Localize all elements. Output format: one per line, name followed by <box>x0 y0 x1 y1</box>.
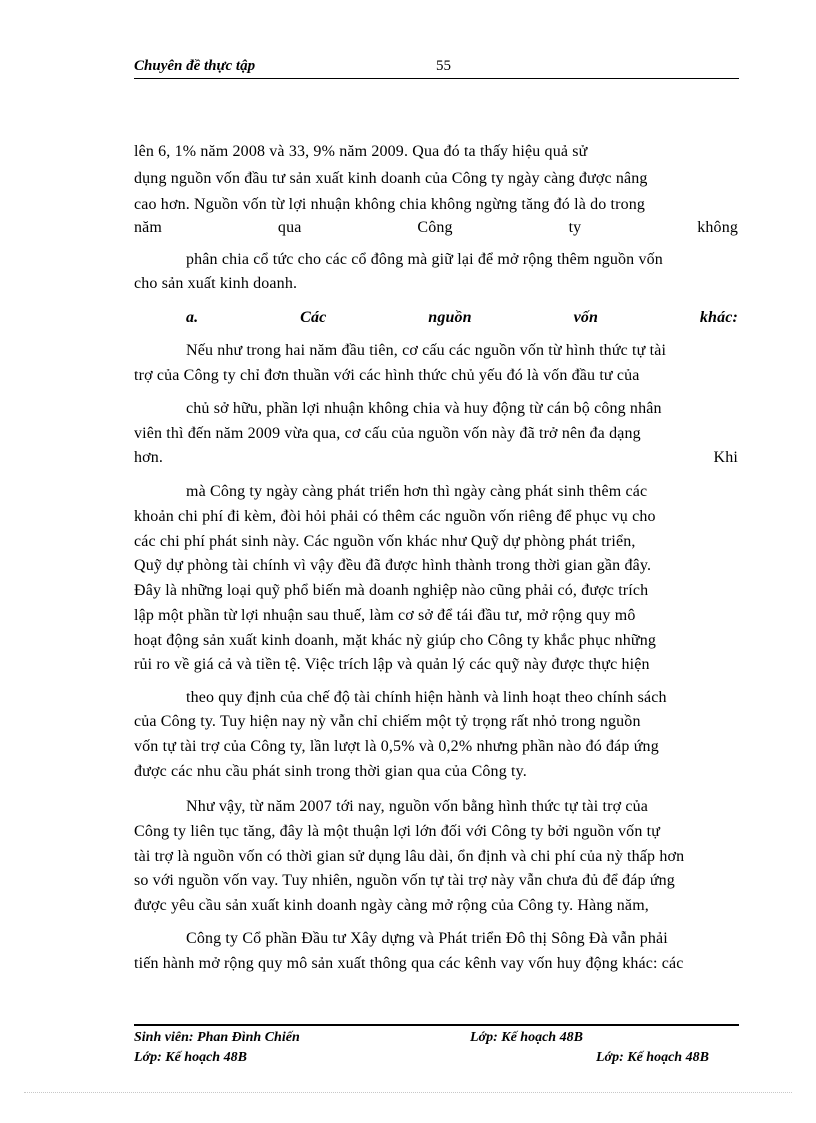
body-line: Như vậy, từ năm 2007 tới nay, nguồn vốn bằng hình thức tự tài trợ của <box>186 798 649 815</box>
body-line: năm qua Công ty không <box>134 219 738 236</box>
section-heading: a. Các nguồn vốn khác: <box>186 309 738 326</box>
body-line: viên thì đến năm 2009 vừa qua, cơ cấu của nguồn vốn này đã trở nên đa dạng <box>134 425 641 442</box>
body-line: theo quy định của chế độ tài chính hiện hành và linh hoạt theo chính sách <box>186 689 667 706</box>
footer-class-left: Lớp: Kế hoạch 48B <box>134 1050 247 1065</box>
body-line: được các nhu cầu phát sinh trong thời gian qua của Công ty. <box>134 763 527 780</box>
body-line: Quỹ dự phòng tài chính vì vậy đều đã được hình thành trong thời gian gần đây. <box>134 557 652 574</box>
body-line: được yêu cầu sản xuất kinh doanh ngày càng mở rộng của Công ty. Hàng năm, <box>134 897 649 914</box>
body-line: hoạt động sản xuất kinh doanh, mặt khác nỳ giúp cho Công ty khắc phục những <box>134 632 657 649</box>
footer-student: Sinh viên: Phan Đình Chiến <box>134 1030 300 1045</box>
body-line: rủi ro về giá cả và tiền tệ. Việc trích lập và quản lý các quỹ này được thực hiện <box>134 656 650 673</box>
body-line: so với nguồn vốn vay. Tuy nhiên, nguồn vốn tự tài trợ này vẫn chưa đủ để đáp ứng <box>134 872 675 889</box>
body-line: phân chia cổ tức cho các cổ đông mà giữ lại để mở rộng thêm nguồn vốn <box>186 251 663 268</box>
body-line: Nếu như trong hai năm đầu tiên, cơ cấu các nguồn vốn từ hình thức tự tài <box>186 342 667 359</box>
body-line: mà Công ty ngày càng phát triển hơn thì ngày càng phát sinh thêm các <box>186 483 648 500</box>
body-line: khoản chi phí đi kèm, đòi hỏi phải có thêm các nguồn vốn riêng để phục vụ cho <box>134 508 656 525</box>
body-line: lên 6, 1% năm 2008 và 33, 9% năm 2009. Qua đó ta thấy hiệu quả sử <box>134 143 588 160</box>
header-title: Chuyên đề thực tập <box>134 58 256 74</box>
body-line: của Công ty. Tuy hiện nay nỳ vẫn chỉ chiếm một tỷ trọng rất nhỏ trong nguồn <box>134 713 641 730</box>
footer-class: Lớp: Kế hoạch 48B <box>470 1030 583 1045</box>
body-line: các chi phí phát sinh này. Các nguồn vốn khác như Quỹ dự phòng phát triển, <box>134 533 636 550</box>
body-line: hơn. Khi <box>134 449 738 466</box>
footer-class-right: Lớp: Kế hoạch 48B <box>596 1050 709 1065</box>
footer-rule <box>134 1024 739 1026</box>
body-line: Đây là những loại quỹ phổ biến mà doanh nghiệp nào cũng phải có, được trích <box>134 582 649 599</box>
body-line: cao hơn. Nguồn vốn từ lợi nhuận không chia không ngừng tăng đó là do trong <box>134 196 646 213</box>
body-line: vốn tự tài trợ của Công ty, lần lượt là 0,5% và 0,2% nhưng phần nào đó đáp ứng <box>134 738 659 755</box>
body-line: chủ sở hữu, phần lợi nhuận không chia và huy động từ cán bộ công nhân <box>186 400 662 417</box>
body-line: lập một phần từ lợi nhuận sau thuế, làm cơ sở để tái đầu tư, mở rộng quy mô <box>134 607 636 624</box>
body-line: tiến hành mở rộng quy mô sản xuất thông qua các kênh vay vốn huy động khác: các <box>134 955 684 972</box>
header-rule <box>134 78 739 79</box>
body-line: trợ của Công ty chỉ đơn thuần với các hình thức chủ yếu đó là vốn đầu tư của <box>134 367 640 384</box>
body-line: Công ty Cổ phần Đầu tư Xây dựng và Phát triển Đô thị Sông Đà vẫn phải <box>186 930 668 947</box>
body-line: tài trợ là nguồn vốn có thời gian sử dụng lâu dài, ổn định và chi phí của nỳ thấp hơn <box>134 848 685 865</box>
body-line: dụng nguồn vốn đầu tư sản xuất kinh doanh của Công ty ngày càng được nâng <box>134 170 648 187</box>
body-line: cho sản xuất kinh doanh. <box>134 275 298 292</box>
page-number: 55 <box>436 58 451 74</box>
page-boundary <box>24 1092 792 1093</box>
body-line: Công ty liên tục tăng, đây là một thuận lợi lớn đối với Công ty bởi nguồn vốn tự <box>134 823 661 840</box>
